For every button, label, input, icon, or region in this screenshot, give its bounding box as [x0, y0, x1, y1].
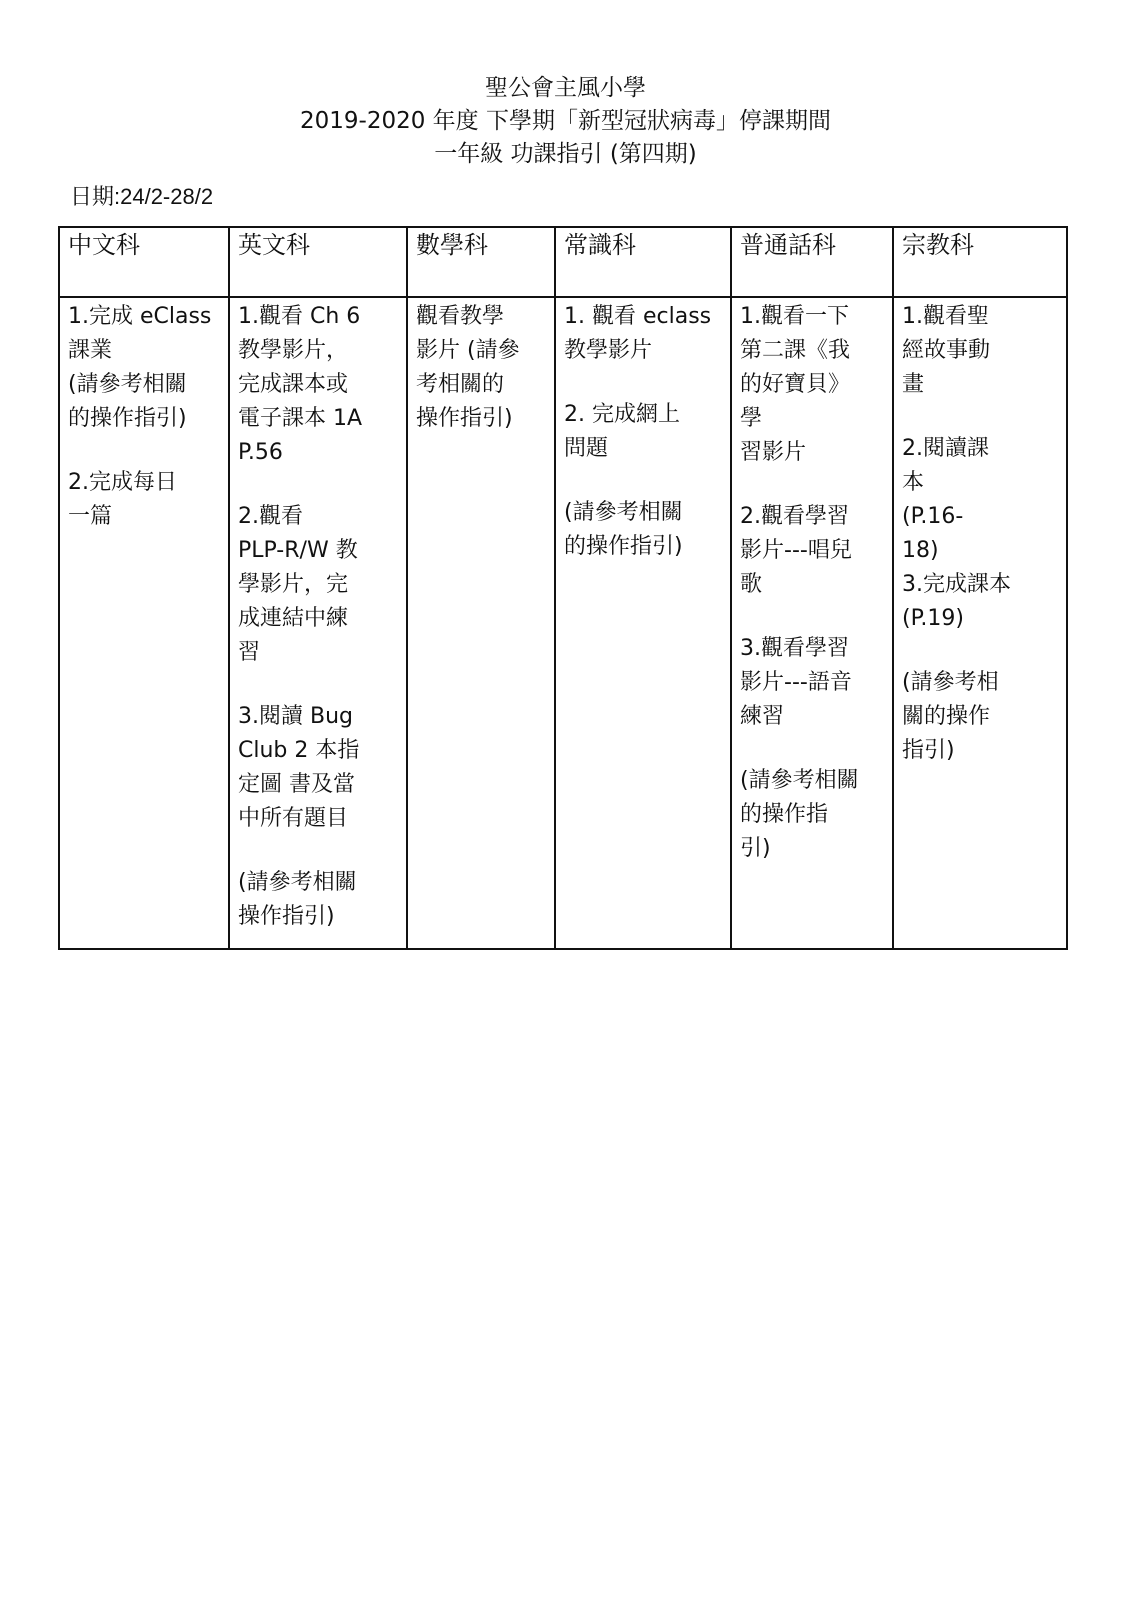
task-item: 1.觀看聖 經故事動 畫: [902, 304, 991, 397]
task-item: (請參考相關 操作指引): [238, 870, 357, 929]
document-header: [0, 72, 1131, 171]
task-item: 2.閱讀課 本 (P.16- 18) 3.完成課本 (P.19): [902, 436, 1011, 631]
school-name: 聖公會主風小學: [485, 75, 646, 101]
religion-tasks-cell: [893, 297, 1067, 949]
header-row: [59, 227, 1067, 297]
english-tasks-cell: [229, 297, 407, 949]
task-item: 1.觀看一下 第二課《我 的好寶貝》 學 習影片: [740, 304, 851, 465]
homework-table: [58, 226, 1068, 950]
task-item: (請參考相 關的操作 指引): [902, 670, 999, 763]
subject-heading-general-studies: 常識科: [555, 227, 731, 297]
subject-heading-math: 數學科: [407, 227, 555, 297]
putonghua-tasks-cell: [731, 297, 893, 949]
math-tasks-cell: [407, 297, 555, 949]
task-item: 3.閱讀 Bug Club 2 本指 定圖 書及當 中所有題目: [238, 704, 360, 831]
subject-heading-english: 英文科: [229, 227, 407, 297]
general-studies-tasks-cell: [555, 297, 731, 949]
task-item: 2.觀看學習 影片---唱兒 歌: [740, 504, 852, 597]
task-item: 1.觀看 Ch 6 教學影片， 完成課本或 電子課本 1A P.56: [238, 304, 363, 465]
task-item: 2.觀看 PLP-R/W 教 學影片，完 成連結中練 習: [238, 504, 358, 665]
tasks-row: [59, 297, 1067, 949]
task-item: (請參考相關 的操作指 引): [740, 768, 859, 861]
task-item: 1.完成 eClass 課業 (請參考相關 的操作指引): [68, 304, 212, 431]
chinese-tasks-cell: [59, 297, 229, 949]
date-range: 日期:24/2-28/2: [70, 184, 214, 209]
subject-heading-religion: 宗教科: [893, 227, 1067, 297]
task-item: (請參考相關 的操作指引): [564, 500, 683, 559]
task-item: 1. 觀看 eclass 教學影片: [564, 304, 712, 363]
task-item: 2.完成每日 一篇: [68, 470, 177, 529]
task-item: 觀看教學 影片 (請參 考相關的 操作指引): [416, 304, 520, 431]
subject-heading-putonghua: 普通話科: [731, 227, 893, 297]
subject-heading-chinese: 中文科: [59, 227, 229, 297]
task-item: 3.觀看學習 影片---語音 練習: [740, 636, 852, 729]
guide-title: 一年級 功課指引 (第四期): [434, 141, 697, 167]
term-title: 2019-2020 年度 下學期「新型冠狀病毒」停課期間: [300, 108, 831, 134]
task-item: 2. 完成網上 問題: [564, 402, 680, 461]
